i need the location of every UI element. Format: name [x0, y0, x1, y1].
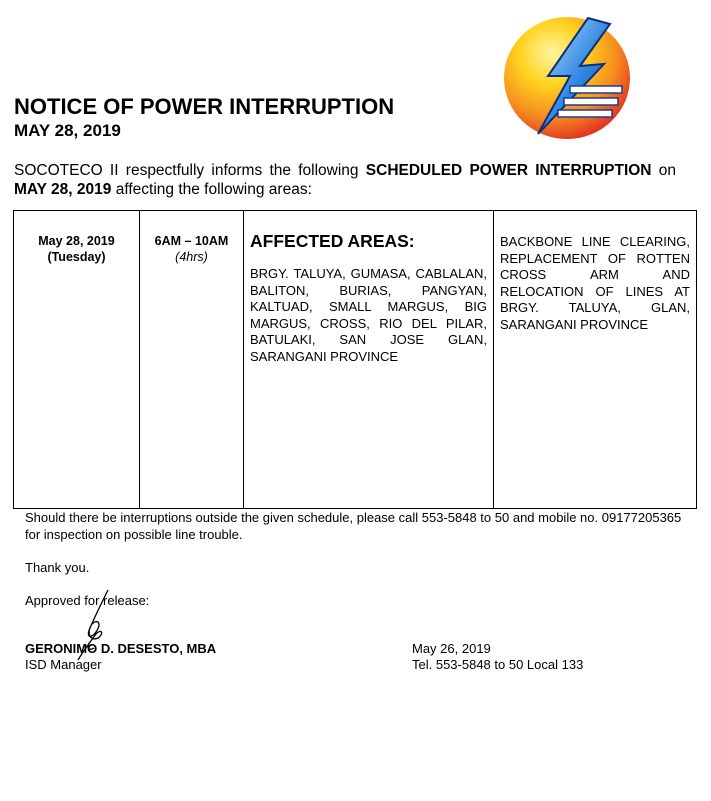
purpose-text: BACKBONE LINE CLEARING, REPLACEMENT OF ROTTEN CROSS ARM AND RELOCATION OF LINES AT BRGY. TALUYA, GLAN, SARANGANI PROVINCE	[500, 234, 690, 332]
intro-text-2: on	[651, 162, 676, 179]
schedule-date: May 28, 2019	[38, 234, 115, 248]
schedule-duration: (4hrs)	[175, 250, 208, 264]
purpose-cell	[494, 211, 697, 509]
intro-text-3: affecting the following areas:	[111, 181, 312, 198]
thank-you: Thank you.	[25, 560, 90, 575]
schedule-day: (Tuesday)	[47, 250, 106, 264]
signatory-position: ISD Manager	[25, 657, 102, 672]
approved-label: Approved for release:	[25, 593, 150, 608]
telephone: Tel. 553-5848 to 50 Local 133	[412, 657, 584, 672]
signature	[68, 588, 128, 688]
schedule-table	[13, 210, 697, 509]
release-date: May 26, 2019	[412, 641, 491, 656]
intro-text-1: SOCOTECO II respectfully informs the following	[14, 162, 366, 179]
contact-note: Should there be interruptions outside the given schedule, please call 553-5848 to 50 and mobile no. 09177205365 for inspection on possible line trouble.	[25, 510, 682, 542]
time-cell	[140, 211, 244, 509]
areas-list: BRGY. TALUYA, GUMASA, CABLALAN, BALITON, BURIAS, PANGYAN, KALTUAD, SMALL MARGUS, BIG MARGUS, CROSS, RIO DEL PILAR, BATULAKI, SAN JOSE GLAN, SARANGANI PROVINCE	[250, 266, 487, 364]
schedule-time: 6AM – 10AM	[154, 234, 229, 248]
intro-scheduled-interruption: SCHEDULED POWER INTERRUPTION	[365, 162, 652, 179]
intro-date: MAY 28, 2019	[14, 181, 112, 198]
signatory-name: GERONIMO D. DESESTO, MBA	[25, 641, 217, 656]
areas-cell	[244, 211, 494, 509]
notice-date: MAY 28, 2019	[14, 121, 121, 140]
areas-heading: AFFECTED AREAS:	[250, 231, 415, 251]
intro-paragraph	[14, 161, 676, 199]
notice-title: NOTICE OF POWER INTERRUPTION	[14, 94, 395, 119]
socoteco-logo	[500, 14, 634, 142]
table-row	[14, 211, 697, 509]
date-cell	[14, 211, 140, 509]
